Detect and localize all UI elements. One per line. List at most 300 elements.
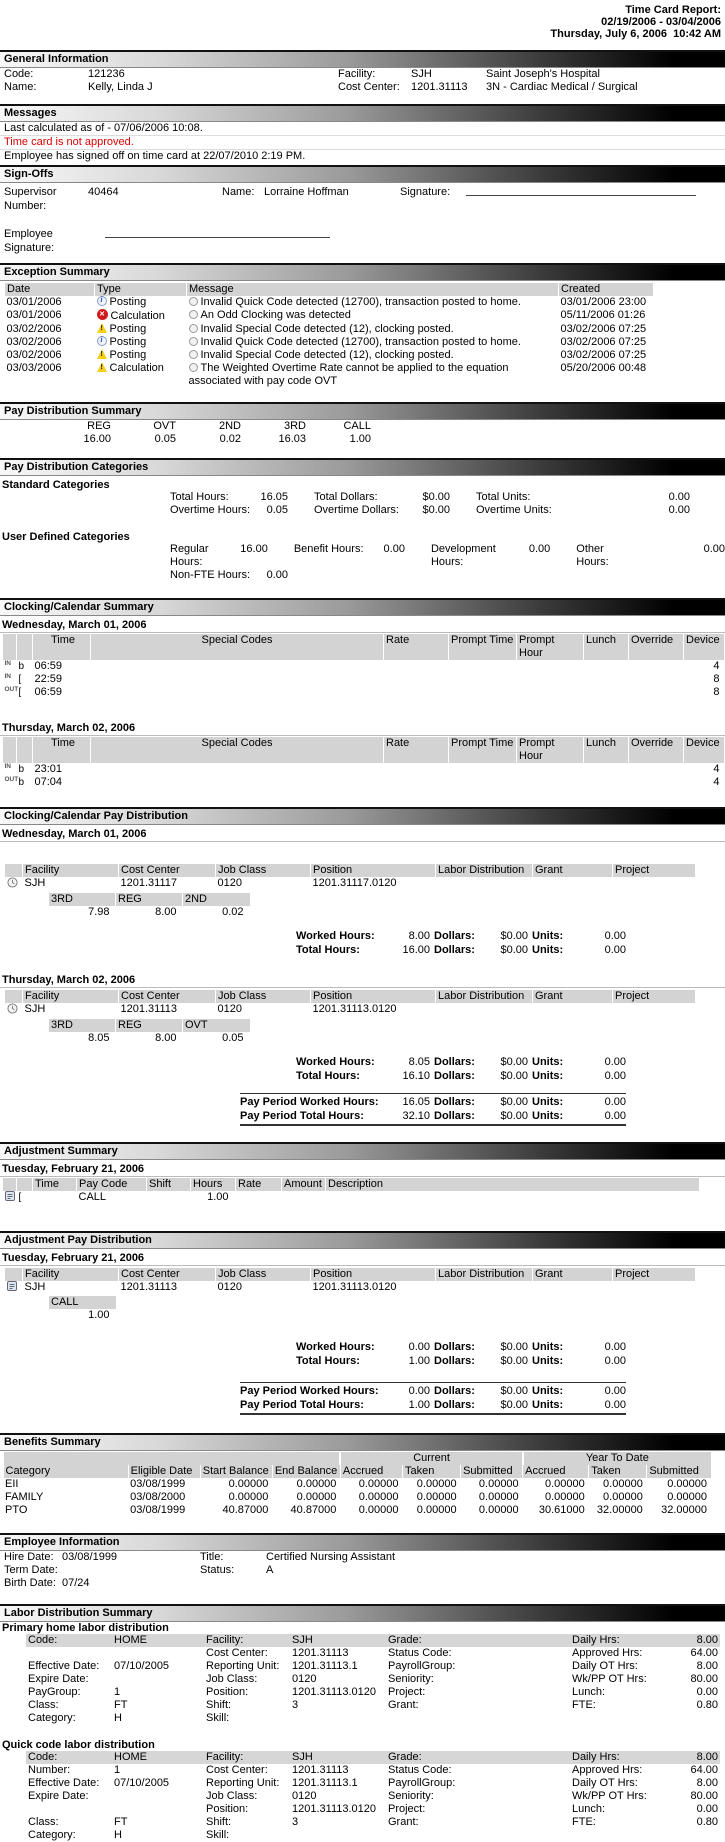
section-header-clocking-summary: Clocking/Calendar Summary bbox=[0, 598, 725, 616]
total-hours-label: Total Hours: bbox=[170, 491, 229, 503]
col-special-codes: Special Codes bbox=[91, 737, 384, 763]
status-label: Status: bbox=[200, 1564, 235, 1576]
exception-date: 03/02/2006 bbox=[6, 323, 62, 335]
adjustment-table bbox=[2, 1178, 699, 1205]
dollars-label: Dollars: bbox=[434, 1341, 475, 1353]
signature-label: Signature: bbox=[400, 186, 451, 198]
hire-date-value: 03/08/1999 bbox=[62, 1551, 118, 1563]
benefit-category: PTO bbox=[5, 1504, 28, 1516]
dollars-value: $0.00 bbox=[500, 1399, 528, 1411]
total-dollars-label: Total Dollars: bbox=[314, 491, 378, 503]
clocking-row bbox=[3, 673, 724, 686]
dollars-label: Dollars: bbox=[434, 1096, 475, 1108]
adjustment-mark: [ bbox=[18, 1192, 22, 1203]
dollars-label: Dollars: bbox=[434, 1110, 475, 1122]
balloon-icon bbox=[189, 350, 198, 359]
col-ytd-accrued: Accrued bbox=[523, 1465, 589, 1478]
exception-date: 03/02/2006 bbox=[6, 349, 62, 361]
section-clocking-pay-distribution bbox=[0, 807, 725, 1126]
supervisor-name-value: Lorraine Hoffman bbox=[264, 186, 349, 198]
exception-message: Invalid Quick Code detected (12700), transaction posted to home. bbox=[187, 296, 559, 309]
clock-device: 4 bbox=[713, 763, 720, 775]
col-prompt-hour: Prompt Hour bbox=[517, 634, 584, 660]
benefits-header-row bbox=[3, 1465, 711, 1478]
worked-hours-label: Worked Hours: bbox=[296, 1056, 375, 1068]
balloon-icon bbox=[189, 324, 198, 333]
pay-code: OVT bbox=[183, 1019, 250, 1032]
warning-icon bbox=[97, 323, 107, 333]
code-value: 121236 bbox=[88, 68, 125, 80]
exception-message: The Weighted Overtime Rate cannot be applied to the equation associated with pay code OVT bbox=[188, 362, 509, 387]
col-override: Override bbox=[629, 634, 684, 660]
development-hours-label: Development Hours: bbox=[430, 543, 496, 568]
name-value: Kelly, Linda J bbox=[88, 81, 153, 93]
dollars-label: Dollars: bbox=[434, 1070, 475, 1082]
overtime-dollars-value: $0.00 bbox=[422, 504, 450, 516]
col-prompt-hour: Prompt Hour bbox=[517, 737, 584, 763]
clock-mark: b bbox=[18, 764, 25, 775]
benefit-category: FAMILY bbox=[5, 1491, 44, 1503]
col-start-balance: Start Balance bbox=[200, 1465, 272, 1478]
clock-mark: [ bbox=[18, 687, 22, 698]
units-value: 0.00 bbox=[604, 1341, 626, 1353]
dollars-label: Dollars: bbox=[434, 1399, 475, 1411]
col-eligible-date: Eligible Date bbox=[128, 1465, 200, 1478]
worked-hours-value: 0.00 bbox=[408, 1341, 430, 1353]
col-current-submitted: Submitted bbox=[461, 1465, 523, 1478]
units-value: 0.00 bbox=[604, 1385, 626, 1397]
quick-code-labor-title: Quick code labor distribution bbox=[2, 1739, 155, 1751]
status-value: A bbox=[266, 1564, 274, 1576]
non-fte-hours-value: 0.00 bbox=[266, 569, 288, 581]
col-time: Time bbox=[33, 1178, 77, 1191]
total-hours-label: Total Hours: bbox=[296, 944, 360, 956]
clock-direction-badge: IN bbox=[4, 660, 11, 667]
exception-row bbox=[5, 309, 653, 323]
other-hours-label: Other Hours: bbox=[576, 543, 609, 568]
exception-date: 03/02/2006 bbox=[6, 336, 62, 348]
report-title: Time Card Report: bbox=[625, 4, 721, 16]
pay-value: 8.00 bbox=[155, 1032, 177, 1044]
pay-code: 2ND bbox=[183, 893, 250, 906]
day-title: Tuesday, February 21, 2006 bbox=[0, 1251, 725, 1266]
col-grant: Grant bbox=[533, 864, 613, 877]
pay-code-subtable bbox=[48, 893, 250, 919]
facility-label: Facility: bbox=[338, 68, 376, 80]
clock-mark: b bbox=[18, 777, 25, 788]
section-header-adjustment-pay-distribution: Adjustment Pay Distribution bbox=[0, 1231, 725, 1249]
col-current-accrued: Accrued bbox=[340, 1465, 402, 1478]
section-messages bbox=[0, 104, 725, 163]
units-label: Units: bbox=[532, 1056, 564, 1068]
pay-value: 1.00 bbox=[88, 1309, 110, 1321]
dollars-value: $0.00 bbox=[500, 1056, 528, 1068]
facility-header-row bbox=[5, 990, 695, 1003]
overtime-units-value: 0.00 bbox=[668, 504, 690, 516]
exception-message: Invalid Quick Code detected (12700), transaction posted to home. bbox=[187, 336, 559, 349]
day-title: Thursday, March 02, 2006 bbox=[0, 973, 725, 988]
col-device: Device bbox=[684, 634, 724, 660]
clock-device: 4 bbox=[713, 776, 720, 788]
total-hours-value: 1.00 bbox=[408, 1355, 430, 1367]
col-facility: Facility bbox=[23, 864, 119, 877]
exception-type: i Posting bbox=[95, 336, 187, 349]
quick-code-labor-table: Code: HOME Facility: SJH Grade: Daily Hrs: 8.00 Number: 1 Cost Center: 1201.31113 Status Code: Approved Hrs: 64.00 Effective Date: 07/10/2005 Reporting Unit: 1201.31113.1 PayrollGroup: Daily OT Hrs: 8.00 Expire Date: Job Class: 0120 Seniority: Wk/PP OT Hrs: 80.00 Position: 1201.31113.0120 Project: Lunch: 0.00 Class: FT Shift: 3 Grant: FTE: 0.80 Category: H Skill: bbox=[28, 1751, 718, 1841]
birth-date-value: 07/24 bbox=[62, 1577, 90, 1589]
pp-worked-hours-value: 16.05 bbox=[402, 1096, 430, 1108]
col-time: Time bbox=[33, 634, 91, 660]
supervisor-number-label: Supervisor Number: bbox=[4, 186, 57, 212]
clock-direction-badge: IN bbox=[4, 763, 11, 770]
section-header-benefits-summary: Benefits Summary bbox=[0, 1433, 725, 1451]
pay-summary-table bbox=[48, 420, 373, 446]
cost-center-value: 1201.31117 bbox=[120, 877, 177, 889]
clock-mark: b bbox=[18, 661, 25, 672]
cost-center-description: 3N - Cardiac Medical / Surgical bbox=[486, 81, 638, 93]
pay-value: 0.02 bbox=[219, 433, 241, 445]
pay-period-totals bbox=[240, 1093, 626, 1126]
standard-categories-title: Standard Categories bbox=[2, 479, 110, 491]
units-label: Units: bbox=[532, 1355, 564, 1367]
total-units-value: 0.00 bbox=[668, 491, 690, 503]
units-label: Units: bbox=[532, 944, 564, 956]
clocking-row bbox=[3, 776, 724, 789]
error-icon bbox=[97, 309, 108, 320]
col-prompt-time: Prompt Time bbox=[449, 737, 517, 763]
code-label: Code: bbox=[4, 68, 34, 80]
development-hours-value: 0.00 bbox=[528, 543, 551, 555]
cost-center-label: Cost Center: bbox=[338, 81, 400, 93]
clocking-row bbox=[3, 686, 724, 699]
info-icon bbox=[97, 296, 107, 306]
benefit-category: EII bbox=[5, 1478, 19, 1490]
col-cost-center: Cost Center bbox=[119, 1268, 216, 1281]
pp-total-hours-value: 32.10 bbox=[402, 1110, 430, 1122]
clock-device: 8 bbox=[713, 686, 720, 698]
dollars-value: $0.00 bbox=[500, 1070, 528, 1082]
dollars-value: $0.00 bbox=[500, 930, 528, 942]
dollars-value: $0.00 bbox=[500, 944, 528, 956]
day-totals bbox=[296, 929, 725, 957]
job-class-value: 0120 bbox=[217, 1003, 242, 1015]
clock-time: 22:59 bbox=[34, 673, 63, 685]
clocking-table bbox=[2, 737, 724, 789]
total-hours-value: 16.00 bbox=[402, 944, 430, 956]
exception-table bbox=[4, 283, 653, 388]
pay-code: REG bbox=[116, 893, 183, 906]
col-pay-code: Pay Code bbox=[77, 1178, 147, 1191]
col-project: Project bbox=[613, 1268, 695, 1281]
pay-code: 3RD bbox=[49, 893, 116, 906]
clocking-row bbox=[3, 763, 724, 776]
section-adjustment-pay-distribution bbox=[0, 1231, 725, 1415]
exception-col-type: Type bbox=[95, 283, 187, 296]
pay-code: 3RD bbox=[49, 1019, 116, 1032]
pp-total-hours-label: Pay Period Total Hours: bbox=[240, 1110, 364, 1122]
warning-icon bbox=[97, 349, 107, 359]
col-labor-distribution: Labor Distribution bbox=[436, 1268, 533, 1281]
pay-code: 2ND bbox=[218, 420, 241, 432]
supervisor-signature-line bbox=[466, 185, 696, 196]
clock-direction-badge: IN bbox=[4, 673, 11, 680]
units-label: Units: bbox=[532, 1385, 564, 1397]
facility-header-row bbox=[5, 864, 695, 877]
cost-center-value: 1201.31113 bbox=[120, 1281, 177, 1293]
term-date-label: Term Date: bbox=[4, 1564, 58, 1576]
message-last-calculated: Last calculated as of - 07/06/2006 10:08. bbox=[0, 122, 725, 136]
dollars-label: Dollars: bbox=[434, 1355, 475, 1367]
units-value: 0.00 bbox=[604, 1096, 626, 1108]
units-label: Units: bbox=[532, 1341, 564, 1353]
overtime-hours-value: 0.05 bbox=[266, 504, 288, 516]
units-value: 0.00 bbox=[604, 944, 626, 956]
birth-date-label: Birth Date: bbox=[4, 1577, 56, 1589]
facility-row bbox=[5, 1003, 695, 1018]
col-rate: Rate bbox=[236, 1178, 282, 1191]
col-cost-center: Cost Center bbox=[119, 990, 216, 1003]
section-benefits-summary bbox=[0, 1433, 725, 1517]
col-amount: Amount bbox=[282, 1178, 326, 1191]
pay-code-header-row bbox=[48, 420, 373, 433]
units-label: Units: bbox=[532, 1110, 564, 1122]
clock-icon bbox=[5, 1003, 23, 1018]
pay-code: 3RD bbox=[283, 420, 306, 432]
pay-value: 0.05 bbox=[154, 433, 176, 445]
employee-signature-line bbox=[105, 227, 330, 238]
title-label: Title: bbox=[200, 1551, 224, 1563]
info-icon bbox=[97, 336, 107, 346]
units-value: 0.00 bbox=[604, 930, 626, 942]
col-facility: Facility bbox=[23, 1268, 119, 1281]
exception-created: 03/02/2006 07:25 bbox=[560, 336, 647, 348]
day-title: Wednesday, March 01, 2006 bbox=[0, 618, 725, 633]
exception-col-created: Created bbox=[559, 283, 653, 296]
pay-value: 8.05 bbox=[88, 1032, 110, 1044]
name-label: Name: bbox=[4, 81, 37, 93]
message-not-approved: Time card is not approved. bbox=[0, 136, 725, 150]
section-pay-distribution-categories bbox=[0, 458, 725, 582]
exception-type: ! Posting bbox=[95, 349, 187, 362]
user-defined-categories-title: User Defined Categories bbox=[2, 531, 130, 543]
group-current: Current bbox=[340, 1452, 522, 1465]
facility-row bbox=[5, 1281, 695, 1295]
exception-row bbox=[5, 336, 653, 349]
clock-device: 8 bbox=[713, 673, 720, 685]
regular-hours-label: Regular Hours: bbox=[170, 543, 209, 568]
balloon-icon bbox=[189, 310, 198, 319]
benefits-row: FAMILY 03/08/2000 0.00000 0.00000 0.00000 0.00000 0.00000 0.00000 0.00000 0.00000 bbox=[5, 1491, 707, 1503]
pp-total-hours-label: Pay Period Total Hours: bbox=[240, 1399, 364, 1411]
report-generated-timestamp: Thursday, July 6, 2006 10:42 AM bbox=[550, 28, 721, 40]
col-rate: Rate bbox=[384, 737, 449, 763]
col-labor-distribution: Labor Distribution bbox=[436, 990, 533, 1003]
pay-value-row bbox=[48, 433, 373, 446]
col-labor-distribution: Labor Distribution bbox=[436, 864, 533, 877]
dollars-value: $0.00 bbox=[500, 1096, 528, 1108]
units-label: Units: bbox=[532, 1096, 564, 1108]
exception-date: 03/03/2006 bbox=[6, 362, 62, 374]
benefits-row: EII 03/08/1999 0.00000 0.00000 0.00000 0.00000 0.00000 0.00000 0.00000 0.00000 bbox=[5, 1478, 707, 1490]
exception-type: ! Posting bbox=[95, 323, 187, 336]
facility-table bbox=[4, 864, 695, 892]
pay-value: 0.05 bbox=[222, 1032, 244, 1044]
section-general-information bbox=[0, 50, 725, 94]
pay-code-subtable bbox=[48, 1019, 250, 1045]
primary-labor-table: Code: HOME Facility: SJH Grade: Daily Hrs: 8.00 Cost Center: 1201.31113 Status Code: Approved Hrs: 64.00 Effective Date: 07/10/2005 Reporting Unit: 1201.31113.1 PayrollGroup: Daily OT Hrs: 8.00 Expire Date: Job Class: 0120 Seniority: Wk/PP OT Hrs: 80.00 PayGroup: 1 Position: 1201.31113.0120 Project: Lunch: 0.00 Class: FT Shift: 3 Grant: FTE: 0.80 Category: H Skill: bbox=[28, 1634, 718, 1724]
regular-hours-value: 16.00 bbox=[240, 543, 268, 555]
facility-header-row bbox=[5, 1268, 695, 1281]
section-header-employee-information: Employee Information bbox=[0, 1533, 725, 1551]
section-header-exception-summary: Exception Summary bbox=[0, 263, 725, 281]
pp-worked-hours-label: Pay Period Worked Hours: bbox=[240, 1385, 379, 1397]
exception-row bbox=[5, 349, 653, 362]
day-title: Tuesday, February 21, 2006 bbox=[0, 1162, 725, 1177]
col-position: Position bbox=[311, 990, 436, 1003]
day-title: Thursday, March 02, 2006 bbox=[0, 721, 725, 736]
exception-date: 03/01/2006 bbox=[6, 296, 62, 308]
exception-created: 03/01/2006 23:00 bbox=[560, 296, 647, 308]
col-description: Description bbox=[326, 1178, 699, 1191]
exception-row bbox=[5, 362, 653, 388]
units-value: 0.00 bbox=[604, 1056, 626, 1068]
adjustment-pay-code: CALL bbox=[78, 1191, 107, 1203]
position-value: 1201.31117.0120 bbox=[312, 877, 397, 889]
facility-table bbox=[4, 1268, 695, 1295]
clock-time: 23:01 bbox=[34, 763, 63, 775]
units-value: 0.00 bbox=[604, 1399, 626, 1411]
facility-value: SJH bbox=[24, 877, 46, 889]
benefit-hours-label: Benefit Hours: bbox=[293, 543, 364, 555]
term-date-value bbox=[62, 1564, 200, 1577]
job-class-value: 0120 bbox=[217, 877, 242, 889]
benefits-table bbox=[2, 1452, 711, 1517]
day-title: Wednesday, March 01, 2006 bbox=[0, 827, 725, 842]
total-hours-label: Total Hours: bbox=[296, 1070, 360, 1082]
col-job-class: Job Class bbox=[216, 864, 311, 877]
adjustment-row bbox=[3, 1191, 699, 1205]
supervisor-name-label: Name: bbox=[222, 186, 255, 198]
facility-value: SJH bbox=[24, 1003, 46, 1015]
col-lunch: Lunch bbox=[584, 737, 629, 763]
clocking-header-row bbox=[3, 634, 724, 660]
exception-type: i Posting bbox=[95, 296, 187, 309]
day-totals bbox=[296, 1340, 725, 1368]
overtime-units-label: Overtime Units: bbox=[476, 504, 552, 516]
exception-message: An Odd Clocking was detected bbox=[187, 309, 559, 323]
col-job-class: Job Class bbox=[216, 1268, 311, 1281]
section-header-general-information: General Information bbox=[0, 50, 725, 68]
pay-code: CALL bbox=[343, 420, 371, 432]
pay-period-totals bbox=[240, 1382, 626, 1415]
pp-total-hours-value: 1.00 bbox=[408, 1399, 430, 1411]
worked-hours-value: 8.00 bbox=[408, 930, 430, 942]
day-totals bbox=[296, 1055, 725, 1083]
col-rate: Rate bbox=[384, 634, 449, 660]
col-position: Position bbox=[311, 864, 436, 877]
exception-date: 03/01/2006 bbox=[6, 309, 62, 321]
col-hours: Hours bbox=[191, 1178, 236, 1191]
exception-created: 05/11/2006 01:26 bbox=[560, 309, 646, 321]
section-header-sign-offs: Sign-Offs bbox=[0, 165, 725, 183]
dollars-value: $0.00 bbox=[500, 1341, 528, 1353]
pay-value: 16.00 bbox=[83, 433, 111, 445]
dollars-label: Dollars: bbox=[434, 930, 475, 942]
units-value: 0.00 bbox=[604, 1110, 626, 1122]
message-signed-off: Employee has signed off on time card at 22/07/2010 2:19 PM. bbox=[4, 150, 306, 162]
pay-value: 1.00 bbox=[349, 433, 371, 445]
benefits-row: PTO 03/08/1999 40.87000 40.87000 0.00000 0.00000 0.00000 30.61000 32.00000 32.00000 bbox=[5, 1504, 707, 1516]
units-label: Units: bbox=[532, 930, 564, 942]
benefit-hours-value: 0.00 bbox=[383, 543, 405, 555]
total-hours-label: Total Hours: bbox=[296, 1355, 360, 1367]
section-header-adjustment-summary: Adjustment Summary bbox=[0, 1142, 725, 1160]
group-year-to-date: Year To Date bbox=[523, 1452, 711, 1465]
worked-hours-label: Worked Hours: bbox=[296, 1341, 375, 1353]
col-end-balance: End Balance bbox=[272, 1465, 340, 1478]
col-ytd-submitted: Submitted bbox=[647, 1465, 711, 1478]
balloon-icon bbox=[189, 337, 198, 346]
total-dollars-value: $0.00 bbox=[422, 491, 450, 503]
units-label: Units: bbox=[532, 1070, 564, 1082]
dollars-label: Dollars: bbox=[434, 1056, 475, 1068]
employee-signature-label: Employee Signature: bbox=[4, 228, 55, 254]
job-class-value: 0120 bbox=[217, 1281, 242, 1293]
dollars-value: $0.00 bbox=[500, 1355, 528, 1367]
units-value: 0.00 bbox=[604, 1070, 626, 1082]
clock-mark: [ bbox=[18, 674, 22, 685]
pp-worked-hours-label: Pay Period Worked Hours: bbox=[240, 1096, 379, 1108]
exception-created: 03/02/2006 07:25 bbox=[560, 349, 647, 361]
supervisor-number-value: 40464 bbox=[88, 186, 119, 198]
total-hours-value: 16.05 bbox=[260, 491, 288, 503]
col-shift: Shift bbox=[147, 1178, 191, 1191]
pay-value: 7.98 bbox=[88, 906, 110, 918]
col-grant: Grant bbox=[533, 1268, 613, 1281]
dollars-label: Dollars: bbox=[434, 1385, 475, 1397]
pp-worked-hours-value: 0.00 bbox=[408, 1385, 430, 1397]
balloon-icon bbox=[189, 363, 198, 372]
col-job-class: Job Class bbox=[216, 990, 311, 1003]
warning-icon bbox=[97, 362, 107, 372]
section-labor-distribution-summary bbox=[0, 1604, 725, 1842]
adjustment-header-row bbox=[3, 1178, 699, 1191]
worked-hours-value: 8.05 bbox=[408, 1056, 430, 1068]
col-cost-center: Cost Center bbox=[119, 864, 216, 877]
clock-direction-badge: OUT bbox=[4, 776, 19, 783]
exception-row bbox=[5, 296, 653, 309]
title-value: Certified Nursing Assistant bbox=[266, 1551, 395, 1563]
clock-device: 4 bbox=[713, 660, 720, 672]
units-value: 0.00 bbox=[604, 1355, 626, 1367]
cost-center-value: 1201.31113 bbox=[411, 81, 468, 93]
facility-description: Saint Joseph's Hospital bbox=[486, 68, 600, 80]
col-time: Time bbox=[33, 737, 91, 763]
exception-created: 03/02/2006 07:25 bbox=[560, 323, 647, 335]
clock-icon bbox=[5, 877, 23, 892]
section-employee-information bbox=[0, 1533, 725, 1590]
col-special-codes: Special Codes bbox=[91, 634, 384, 660]
clock-time: 06:59 bbox=[34, 686, 63, 698]
hire-date-label: Hire Date: bbox=[4, 1551, 54, 1563]
report-heading bbox=[0, 0, 725, 40]
units-label: Units: bbox=[532, 1399, 564, 1411]
pay-code: CALL bbox=[49, 1296, 116, 1309]
benefits-group-header-row bbox=[3, 1452, 711, 1465]
section-header-messages: Messages bbox=[0, 104, 725, 122]
overtime-hours-label: Overtime Hours: bbox=[170, 504, 251, 516]
note-icon bbox=[3, 1191, 17, 1205]
pay-value: 16.03 bbox=[278, 433, 306, 445]
